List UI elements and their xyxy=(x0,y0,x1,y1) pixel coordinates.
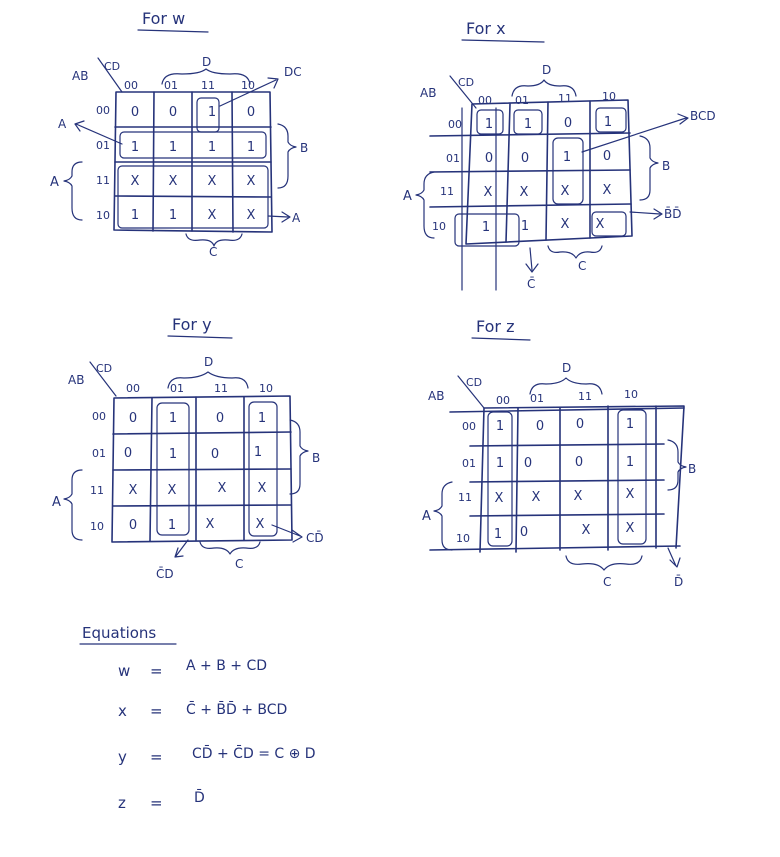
row-header: 01 xyxy=(462,457,476,470)
kmap-cell: X xyxy=(581,523,591,538)
kmap-cell: 1 xyxy=(168,411,178,426)
group-label: A xyxy=(58,117,67,131)
kmap-cell: 0 xyxy=(215,411,225,426)
kmap-cell: 0 xyxy=(123,446,133,461)
arrow xyxy=(630,209,662,219)
var-label-top: D xyxy=(542,63,552,77)
kmap-cell: X xyxy=(519,185,529,200)
row-headers xyxy=(90,410,106,533)
corner-row-label: AB xyxy=(68,373,85,387)
group-label: D̄ xyxy=(674,575,684,589)
row-header: 11 xyxy=(96,174,110,187)
kmap-cell: 1 xyxy=(520,219,530,234)
equation-eq: = xyxy=(150,748,163,766)
title-underline xyxy=(168,336,232,338)
col-header: 01 xyxy=(170,382,184,395)
row-header: 10 xyxy=(456,532,470,545)
col-header: 00 xyxy=(126,382,140,395)
kmap-cell: 0 xyxy=(130,105,140,120)
kmap-cell: 1 xyxy=(481,220,491,235)
row-header: 00 xyxy=(92,410,106,423)
col-header: 01 xyxy=(530,392,544,405)
kmap-cell: X xyxy=(602,183,612,198)
column-headers xyxy=(496,388,638,407)
corner-row-label: AB xyxy=(72,69,89,83)
kmap-y xyxy=(52,315,324,581)
col-header: 01 xyxy=(164,79,178,92)
equation-rhs: A + B + CD xyxy=(186,658,267,674)
kmap-cell: 1 xyxy=(207,105,217,120)
kmap-cell: 0 xyxy=(210,447,220,462)
row-header: 10 xyxy=(96,209,110,222)
kmap-cell: 1 xyxy=(168,208,178,223)
row-header: 01 xyxy=(92,447,106,460)
kmap-cell: 1 xyxy=(246,140,256,155)
title-underline xyxy=(472,338,530,340)
kmap-groupings xyxy=(75,78,290,228)
kmap-cell: X xyxy=(595,217,605,232)
column-headers xyxy=(124,79,255,92)
col-header: 00 xyxy=(496,394,510,407)
row-header: 10 xyxy=(90,520,104,533)
right-brace xyxy=(278,124,296,188)
col-header: 11 xyxy=(558,92,572,105)
group-label: CD̄ xyxy=(306,531,324,545)
row-header: 11 xyxy=(440,185,454,198)
kmap-title: For x xyxy=(466,19,506,38)
var-label-left: A xyxy=(422,509,431,524)
corner-col-label: CD xyxy=(96,362,113,375)
kmap-cell: 0 xyxy=(484,151,494,166)
kmap-cell: 1 xyxy=(562,150,572,165)
kmap-cell: X xyxy=(560,217,570,232)
kmap-cell: 0 xyxy=(535,419,545,434)
title-underline xyxy=(138,30,208,32)
row-header: 01 xyxy=(446,152,460,165)
bottom-brace xyxy=(548,246,602,258)
equation-eq: = xyxy=(150,702,163,720)
kmap-cell: 1 xyxy=(130,208,140,223)
col-header: 11 xyxy=(201,79,215,92)
kmap-cell: X xyxy=(246,174,256,189)
kmap-cell: 1 xyxy=(495,456,505,471)
group-label: C̄ xyxy=(527,277,536,291)
kmap-cell: X xyxy=(205,517,215,532)
column-headers xyxy=(126,382,273,395)
equation-eq: = xyxy=(150,662,163,680)
equation-lhs: y xyxy=(118,748,127,766)
group-label: A xyxy=(292,211,301,225)
kmap-cell: X xyxy=(531,490,541,505)
col-header: 11 xyxy=(214,382,228,395)
var-label-top: D xyxy=(204,355,214,369)
var-label-top: D xyxy=(562,361,572,375)
left-brace xyxy=(434,482,452,550)
equation-rhs: CD̄ + C̄D = C ⊕ D xyxy=(192,746,316,762)
col-header: 00 xyxy=(124,79,138,92)
group-label: B̄D̄ xyxy=(664,207,682,221)
kmap-cell: 1 xyxy=(257,411,267,426)
corner-col-label: CD xyxy=(466,376,483,389)
kmap-cell: 0 xyxy=(128,411,138,426)
kmap-cell: 1 xyxy=(625,455,635,470)
col-header: 00 xyxy=(478,94,492,107)
group-label: BCD xyxy=(690,109,716,123)
kmap-cell: 0 xyxy=(520,151,530,166)
col-header: 10 xyxy=(241,79,255,92)
var-label-right: B xyxy=(662,159,671,173)
kmap-cell: 1 xyxy=(484,117,494,132)
row-header: 01 xyxy=(96,139,110,152)
row-header: 10 xyxy=(432,220,446,233)
kmap-cell: X xyxy=(560,184,570,199)
kmap-cell: X xyxy=(167,483,177,498)
row-header: 00 xyxy=(448,118,462,131)
column-headers xyxy=(478,90,616,107)
var-label-bottom: C xyxy=(235,557,244,571)
kmap-cell: 0 xyxy=(575,417,585,432)
kmap-cell: 0 xyxy=(574,455,584,470)
kmap-cell: X xyxy=(573,489,583,504)
equation-rhs: D̄ xyxy=(194,790,205,806)
kmap-cell: 1 xyxy=(625,417,635,432)
col-header: 01 xyxy=(515,94,529,107)
kmap-z xyxy=(422,317,696,589)
kmap-cell: X xyxy=(207,174,217,189)
kmap-groupings xyxy=(157,402,302,557)
right-brace xyxy=(290,420,308,494)
arrow xyxy=(668,548,680,567)
row-header: 11 xyxy=(458,491,472,504)
row-header: 00 xyxy=(96,104,110,117)
kmap-cell: 0 xyxy=(523,456,533,471)
kmap-cell: 1 xyxy=(167,518,177,533)
kmap-cell: 1 xyxy=(495,419,505,434)
var-label-right: B xyxy=(688,462,697,476)
kmap-cell: 0 xyxy=(128,518,138,533)
left-brace xyxy=(64,470,82,540)
bottom-brace xyxy=(200,542,260,554)
kmap-cell: 0 xyxy=(602,149,612,164)
kmap-cell: 1 xyxy=(130,140,140,155)
kmap-cell: X xyxy=(483,185,493,200)
kmap-cell: 1 xyxy=(168,447,178,462)
kmap-cell: X xyxy=(494,491,504,506)
bottom-brace xyxy=(566,556,642,570)
var-label-left: A xyxy=(52,495,61,510)
equation-lhs: x xyxy=(118,702,127,720)
title-underline xyxy=(462,40,544,42)
kmap-cell: 1 xyxy=(253,445,263,460)
col-header: 10 xyxy=(259,382,273,395)
kmap-cell: 0 xyxy=(563,116,573,131)
kmap-title: For y xyxy=(172,315,212,334)
kmap-cell: 0 xyxy=(246,105,256,120)
row-headers xyxy=(96,104,110,222)
kmap-cell: X xyxy=(625,487,635,502)
kmap-cell: X xyxy=(255,517,265,532)
kmap-cell: 1 xyxy=(207,140,217,155)
equations-heading: Equations xyxy=(82,624,157,642)
var-label-right: B xyxy=(312,451,321,465)
kmap-cell: X xyxy=(130,174,140,189)
row-header: 00 xyxy=(462,420,476,433)
kmap-cell: 1 xyxy=(168,140,178,155)
corner-col-label: CD xyxy=(104,60,121,73)
col-header: 11 xyxy=(578,390,592,403)
var-label-bottom: C xyxy=(209,245,218,259)
var-label-bottom: C xyxy=(578,259,587,273)
row-header: 11 xyxy=(90,484,104,497)
kmap-cell: X xyxy=(168,174,178,189)
arrow xyxy=(526,248,538,272)
corner-row-label: AB xyxy=(420,86,437,100)
equations xyxy=(80,624,316,812)
equation-lhs: w xyxy=(118,662,131,680)
kmap-cells xyxy=(494,417,635,542)
kmap-cell: 0 xyxy=(168,105,178,120)
var-label-right: B xyxy=(300,141,309,155)
var-label-left: A xyxy=(403,189,412,204)
kmap-cell: 1 xyxy=(523,117,533,132)
kmap-cell: X xyxy=(207,208,217,223)
kmap-x xyxy=(403,19,716,291)
equation-lhs: z xyxy=(118,794,126,812)
kmap-w xyxy=(50,9,308,259)
kmap-cell: X xyxy=(625,521,635,536)
var-label-bottom: C xyxy=(603,575,612,589)
var-label-top: D xyxy=(202,55,212,69)
kmap-cell: X xyxy=(217,481,227,496)
col-header: 10 xyxy=(602,90,616,103)
kmap-cell: 1 xyxy=(493,527,503,542)
right-brace xyxy=(640,136,658,200)
arrow xyxy=(175,540,188,557)
kmap-cell: 0 xyxy=(519,525,529,540)
kmap-title: For z xyxy=(476,317,515,336)
var-label-left: A xyxy=(50,175,59,190)
kmap-title: For w xyxy=(142,9,186,28)
kmap-cell: X xyxy=(257,481,267,496)
kmap-cell: 1 xyxy=(603,115,613,130)
corner-col-label: CD xyxy=(458,76,475,89)
left-brace xyxy=(64,162,82,220)
kmap-cells xyxy=(131,105,256,223)
corner-row-label: AB xyxy=(428,389,445,403)
right-brace xyxy=(668,440,686,490)
equation-rhs: C̄ + B̄D̄ + BCD xyxy=(186,702,288,718)
kmap-cell: X xyxy=(246,208,256,223)
equation-eq: = xyxy=(150,794,163,812)
group-label: C̄D xyxy=(156,567,174,581)
group-label: DC xyxy=(284,65,302,79)
kmap-cell: X xyxy=(128,483,138,498)
col-header: 10 xyxy=(624,388,638,401)
